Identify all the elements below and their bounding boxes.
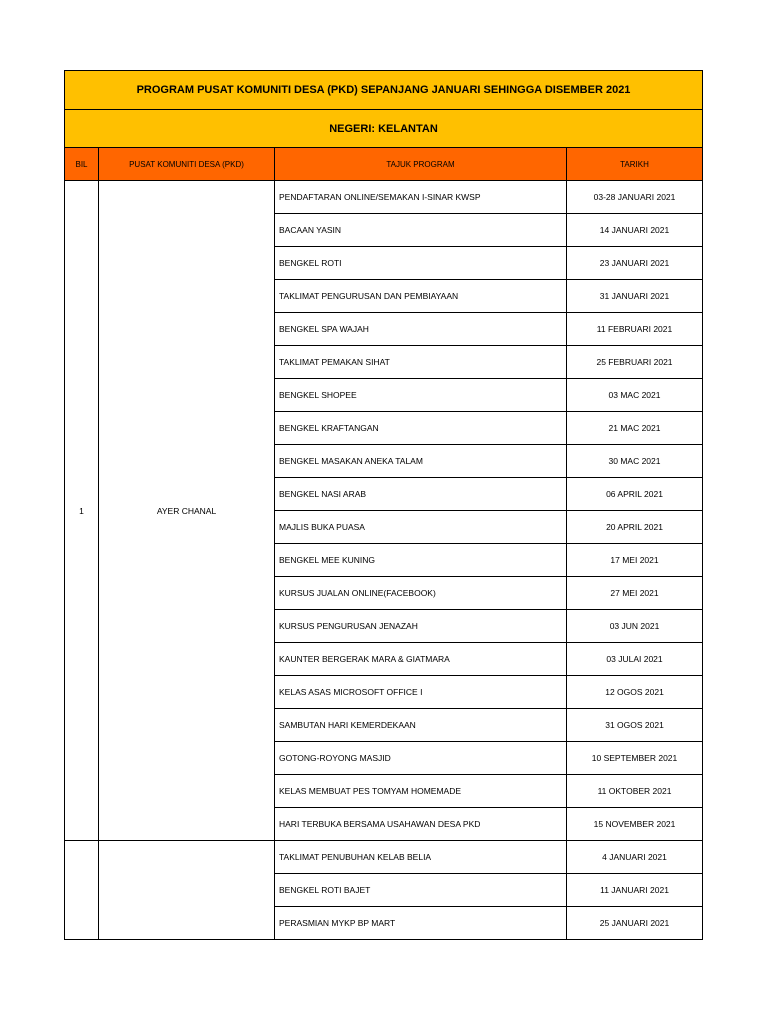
date-cell: 25 FEBRUARI 2021: [567, 346, 703, 379]
program-cell: PERASMIAN MYKP BP MART: [275, 907, 567, 940]
date-cell: 10 SEPTEMBER 2021: [567, 742, 703, 775]
state-row: [65, 110, 703, 148]
program-cell: GOTONG-ROYONG MASJID: [275, 742, 567, 775]
table-row: [65, 841, 703, 874]
program-cell: KURSUS PENGURUSAN JENAZAH: [275, 610, 567, 643]
program-cell: BENGKEL SHOPEE: [275, 379, 567, 412]
date-cell: 03 JULAI 2021: [567, 643, 703, 676]
date-cell: 23 JANUARI 2021: [567, 247, 703, 280]
header-row: [65, 148, 703, 181]
pkd-cell: AYER CHANAL: [99, 181, 275, 841]
date-cell: 27 MEI 2021: [567, 577, 703, 610]
program-table: [64, 70, 703, 940]
bil-cell: 1: [65, 181, 99, 841]
program-cell: MAJLIS BUKA PUASA: [275, 511, 567, 544]
date-cell: 15 NOVEMBER 2021: [567, 808, 703, 841]
date-cell: 11 FEBRUARI 2021: [567, 313, 703, 346]
date-cell: 31 JANUARI 2021: [567, 280, 703, 313]
table-row: [65, 181, 703, 214]
program-cell: KELAS MEMBUAT PES TOMYAM HOMEMADE: [275, 775, 567, 808]
date-cell: 31 OGOS 2021: [567, 709, 703, 742]
program-cell: TAKLIMAT PEMAKAN SIHAT: [275, 346, 567, 379]
program-cell: BENGKEL KRAFTANGAN: [275, 412, 567, 445]
date-cell: 14 JANUARI 2021: [567, 214, 703, 247]
date-cell: 03 JUN 2021: [567, 610, 703, 643]
header-program: TAJUK PROGRAM: [275, 148, 567, 181]
date-cell: 11 JANUARI 2021: [567, 874, 703, 907]
header-pkd: PUSAT KOMUNITI DESA (PKD): [99, 148, 275, 181]
date-cell: 25 JANUARI 2021: [567, 907, 703, 940]
program-cell: BENGKEL NASI ARAB: [275, 478, 567, 511]
date-cell: 03-28 JANUARI 2021: [567, 181, 703, 214]
date-cell: 12 OGOS 2021: [567, 676, 703, 709]
date-cell: 06 APRIL 2021: [567, 478, 703, 511]
date-cell: 03 MAC 2021: [567, 379, 703, 412]
program-cell: BENGKEL ROTI: [275, 247, 567, 280]
program-sheet: [64, 70, 702, 940]
date-cell: 30 MAC 2021: [567, 445, 703, 478]
program-cell: TAKLIMAT PENGURUSAN DAN PEMBIAYAAN: [275, 280, 567, 313]
date-cell: 11 OKTOBER 2021: [567, 775, 703, 808]
program-cell: KURSUS JUALAN ONLINE(FACEBOOK): [275, 577, 567, 610]
program-cell: SAMBUTAN HARI KEMERDEKAAN: [275, 709, 567, 742]
title-row: [65, 71, 703, 110]
program-cell: KAUNTER BERGERAK MARA & GIATMARA: [275, 643, 567, 676]
program-cell: KELAS ASAS MICROSOFT OFFICE I: [275, 676, 567, 709]
program-cell: PENDAFTARAN ONLINE/SEMAKAN I-SINAR KWSP: [275, 181, 567, 214]
program-cell: BENGKEL MASAKAN ANEKA TALAM: [275, 445, 567, 478]
date-cell: 21 MAC 2021: [567, 412, 703, 445]
date-cell: 17 MEI 2021: [567, 544, 703, 577]
program-cell: BACAAN YASIN: [275, 214, 567, 247]
program-cell: HARI TERBUKA BERSAMA USAHAWAN DESA PKD: [275, 808, 567, 841]
state-label: NEGERI: KELANTAN: [65, 110, 703, 148]
program-cell: BENGKEL ROTI BAJET: [275, 874, 567, 907]
pkd-cell: [99, 841, 275, 940]
bil-cell: [65, 841, 99, 940]
header-bil: BIL: [65, 148, 99, 181]
date-cell: 4 JANUARI 2021: [567, 841, 703, 874]
program-cell: TAKLIMAT PENUBUHAN KELAB BELIA: [275, 841, 567, 874]
program-cell: BENGKEL MEE KUNING: [275, 544, 567, 577]
sheet-title: PROGRAM PUSAT KOMUNITI DESA (PKD) SEPANJANG JANUARI SEHINGGA DISEMBER 2021: [65, 71, 703, 110]
program-cell: BENGKEL SPA WAJAH: [275, 313, 567, 346]
header-date: TARIKH: [567, 148, 703, 181]
date-cell: 20 APRIL 2021: [567, 511, 703, 544]
